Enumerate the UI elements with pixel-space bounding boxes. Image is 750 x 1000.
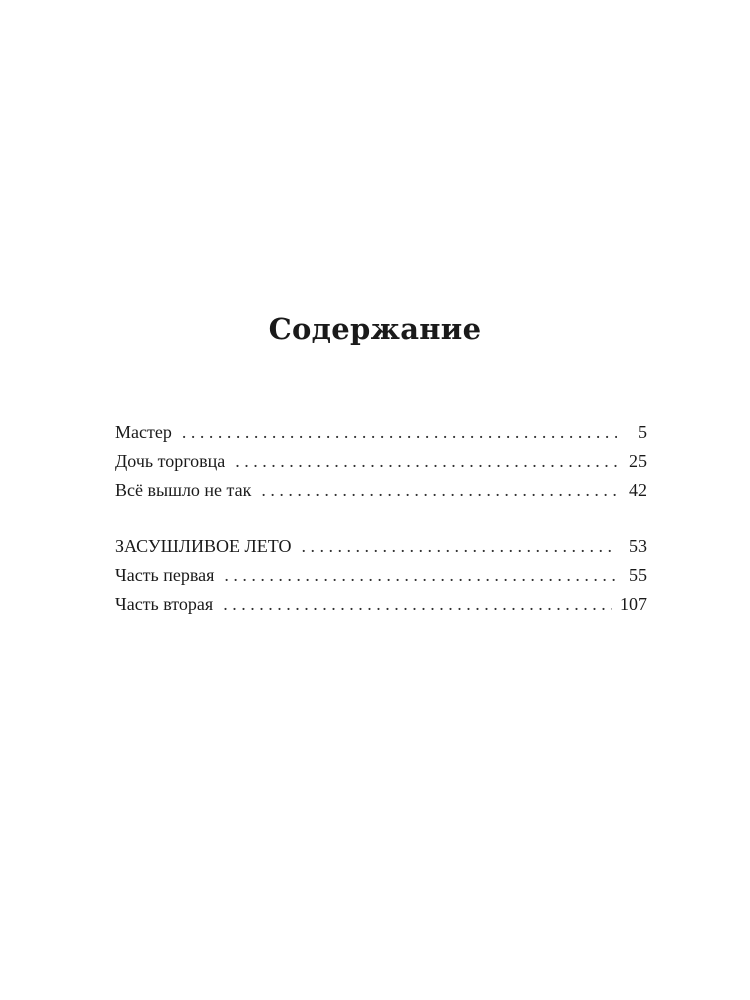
toc-entry-label: ЗАСУШЛИВОЕ ЛЕТО [115,536,292,556]
dot-leader [223,590,612,619]
contents-title: Содержание [268,312,482,346]
table-of-contents [115,418,647,619]
toc-entry-page: 107 [620,594,647,614]
toc-entry-page: 55 [629,565,647,585]
toc-group-stories [115,418,647,505]
toc-entry [115,590,647,619]
toc-entry-page: 5 [638,422,647,442]
toc-entry-page: 42 [629,480,647,500]
toc-entry-label: Часть первая [115,565,215,585]
toc-group-novel [115,532,647,619]
toc-entry-label: Всё вышло не так [115,480,252,500]
toc-entry [115,532,647,561]
toc-entry [115,561,647,590]
dot-leader [261,476,617,505]
toc-entry [115,418,647,447]
toc-entry-label: Мастер [115,422,172,442]
toc-entry [115,447,647,476]
dot-leader [301,532,617,561]
toc-entry-page: 25 [629,451,647,471]
toc-entry-page: 53 [629,536,647,556]
dot-leader [235,447,617,476]
toc-entry-label: Дочь торговца [115,451,226,471]
toc-entry-label: Часть вторая [115,594,214,614]
toc-entry [115,476,647,505]
dot-leader [224,561,617,590]
dot-leader [182,418,617,447]
